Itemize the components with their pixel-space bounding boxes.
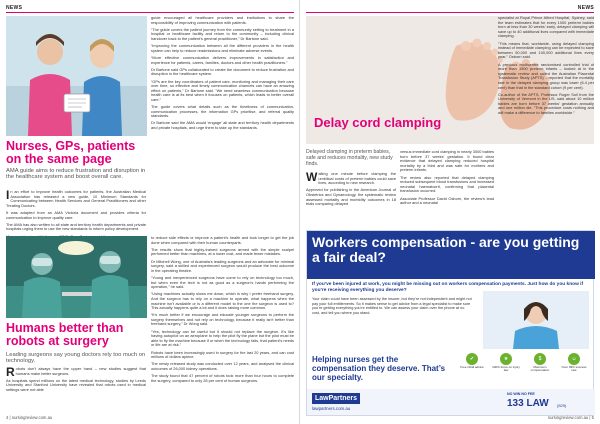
paragraph: “It’s much better if we encourage and educate younger surgeons to perform the surgery themselves and not rely on technology, because it really isn’t better than freehand surgery,” Dr Wong said. <box>151 312 294 327</box>
article-headline: Delay cord clamping <box>314 115 442 130</box>
tick-icon: ✔ <box>466 353 478 365</box>
dollar-icon: $ <box>534 353 546 365</box>
paragraph: The study found that 47 percent of robots took more than four hours to complete the surgery, compared to only 28 per cent of human surgeons. <box>151 373 294 383</box>
paragraph: “GPs are the key coordinators of patient care, monitoring and managing their care over time, so effective and timely communication channels can have an amazing effect on patients,” Dr Bartone said. “We need seamless communication because health care is at its best when it focuses on patients, which leads to better overall care.” <box>151 78 294 102</box>
ad-phone-digits: (529) <box>557 403 567 408</box>
badge-injury-law <box>491 353 521 372</box>
paragraph: The review also reported that delayed clamping reduced subsequent blood transfusions and increased neonatal haematocrit, confirming that placental transfusion occurred. <box>400 174 494 194</box>
paragraph: Associate Professor David Osborn, the review’s lead author and a neonatal <box>400 195 494 206</box>
article-column <box>400 150 494 224</box>
dropcap: I <box>6 188 10 202</box>
article-column <box>498 16 594 224</box>
ad-subtitle: If you’ve been injured at work, you might be missing out on workers compensation payments. Just how do you know if you’re receiving everything you deserve? <box>312 282 584 293</box>
ad-footer-band <box>307 389 595 415</box>
dropcap: W <box>306 170 318 184</box>
star-icon: ★ <box>500 353 512 365</box>
dropcap: R <box>6 365 15 379</box>
paragraph: obots don’t always have the upper hand – new studies suggest that humans make better surgeons. <box>15 366 146 376</box>
paragraph: The AMA has also written to all state and territory health departments and private hospitals urging them to use the new standards to inform policy development. <box>6 221 146 232</box>
smile-icon: ☺ <box>568 353 580 365</box>
article-column <box>151 16 294 230</box>
page-footer: nursingreview.com.au | 5 <box>547 415 594 420</box>
badge-label: Over 99% success rate <box>561 365 587 372</box>
paragraph: Dr Bartone said the AMA would ‘engage’ all state and territory health departments and private hospitals, and urge them to take up the standards. <box>151 120 294 131</box>
paragraph: The newly released study was conducted over 12 years, and analysed the clinical outcomes of 26,000 kidney operations. <box>151 361 294 371</box>
article-column <box>6 190 146 230</box>
article-subhead: Leading surgeons say young doctors rely too much on technology. <box>6 352 146 365</box>
ad-website-link[interactable]: lawpartners.com.au <box>312 406 351 411</box>
section-rule <box>6 12 294 13</box>
paragraph: to reduce side effects or improve a patient’s health and took longer to get the job done when compared with their human counterparts. <box>151 235 294 245</box>
lawpartners-advert[interactable] <box>306 230 594 416</box>
paragraph: “Young and inexperienced surgeons have come to rely on technology too much, but when even the tech is not as good as a surgeon’s hands performing the operation,” he said. <box>151 274 294 290</box>
ad-phone-number[interactable]: 133 LAW <box>507 398 549 409</box>
ad-badges <box>457 353 591 383</box>
paragraph: aiting one minute before clamping the umbilical cords of preterm babies could save lives, according to new research. <box>318 171 396 186</box>
badge-label: Free initial advice <box>460 365 484 369</box>
paragraph: As hospitals spend millions on the latest medical technology, studies by Leeds University and Stanford University have revealed that robots used in medical settings were not able <box>6 377 146 392</box>
paragraph: “The guide covers the patient journey from the community setting to treatment in a hospital or healthcare facility and return to the community – including clinical handover back to the patient’s general practitioner,” Dr Bartone said. <box>151 26 294 41</box>
ad-title: Workers compensation - are you getting a fair deal? <box>312 234 580 265</box>
ad-body-text: Your claim could have been assessed by the insurer, but they’re not independent and might not pay your full entitlements. So it makes sense to get advice from a legal specialist to make sure you’re getting everything you’re entitled to. We can assess your claim over the phone at no cost, and tell you where you stand. <box>312 297 472 315</box>
paragraph: “Using machines actually slows me down, which is why I prefer freehand surgery. And the surgeon has to rely on a machine to operate, what happens when the machine isn’t available or is a different model to the one the surgeon is used to? This actually happens quite a lot and it does raising more common. <box>151 291 294 311</box>
paragraph: guide encouraged all healthcare providers and institutions to share the responsibility of improving communication with patients. <box>151 15 294 25</box>
paragraph: Dr Bartone said GPs collaborated to create the document to reduce frustration and disruption in the healthcare system. <box>151 66 294 77</box>
surgery-photo <box>6 236 147 318</box>
lawpartners-logo: LawPartners <box>312 393 360 404</box>
paragraph: “Improving the communication between all the different providers in the health system can help to reduce readmissions and eliminate adverse events. <box>151 43 294 53</box>
ad-help-headline: Helping nurses get the compensation they deserve. That’s our specialty. <box>312 355 446 382</box>
badge-label: Maximum compensation <box>530 365 550 372</box>
paragraph: “More effective communication delivers improvements in satisfaction and experience for patients, carers, families, doctors and other health practitioners.” <box>151 54 294 65</box>
paragraph: The guide covers what details such as the timeliness of communication, communication processes, the information GPs prioritise, and referral quality standards. <box>151 104 294 119</box>
badge-label: 100% focus on injury law <box>492 365 520 372</box>
paragraph: versus immediate cord clamping in nearly 3000 babies born before 37 weeks’ gestation. It found clear evidence that delayed clamping reduced hospital mortality by a third and was safe for mothers and preterm infants. <box>400 149 494 173</box>
article-subhead: Delayed clamping in preterm babies, safe and reduces mortality, new study finds. <box>306 149 393 167</box>
paragraph: Approved for publishing in the American Journal of Obstetrics and Gynaecology, the systematic review assessed mortality and morbidity outcomes in 18 trials comparing delayed <box>306 187 396 207</box>
paragraph: A previous multicentre randomised controlled trial of more than 1500 preterm infants – looked at in the systematic review and called the Australian Placental Transfusion Study (APTS) – reported that the mortality rate in the delayed clamping group was lower (6.4 per cent) than that in the standard cohort (9 per cent). <box>498 61 594 90</box>
badge-compensation <box>525 353 555 372</box>
paragraph: n an effort to improve health outcomes for patients, the Australian Medical Association has released a new guide, 10 Minimum Standards for Communicating between Health Services and General Practitioners and other Treating Doctors. <box>6 189 146 208</box>
article-column <box>151 236 294 413</box>
article-headline: Humans better than robots at surgery <box>6 321 124 348</box>
paragraph: The results show that highly-trained surgeons armed with the simple scalpel performed better than machines, at a lower cost, and made fewer mistakes. <box>151 246 294 257</box>
badge-success-rate <box>559 353 589 372</box>
section-label: NEWS <box>6 5 23 11</box>
badge-free-advice <box>457 353 487 369</box>
nurse-portrait <box>483 291 589 349</box>
article-column <box>6 367 146 413</box>
page-footer: 4 | nursingreview.com.au <box>6 415 53 420</box>
paragraph: “Yes, technology can be useful but it should not replace the surgeon. It’s like having autopilot on an aeroplane to help the pilot fly the plane but the pilot must be able to fly the machine because if or when the technology fails, that patient’s needs or life are at risk.” <box>151 328 294 348</box>
article-subhead: AMA guide aims to reduce frustration and disruption in the healthcare system and boost overall care. <box>6 168 146 181</box>
paragraph: It was adapted from an AMA Victoria document and provides criteria for communication to improve quality care. <box>6 209 146 220</box>
paragraph: Robots have been increasingly used in surgery for the last 20 years, and can cost millions of dollars apiece. <box>151 349 294 360</box>
section-label: NEWS <box>577 5 594 11</box>
right-page <box>300 0 600 424</box>
paragraph: “This means that, worldwide, using delayed clamping instead of immediate clamping can be expected to save between 50,000 and 100,000 additional lives every year,” Osborn said. <box>498 40 594 60</box>
article-headline: Nurses, GPs, patients on the same page <box>6 139 136 166</box>
paragraph: Co-author of the APTS, Professor Roger Soll from the University of Vermont in the US, said about 10 million babies are born before 37 weeks’ gestation annually and one million die. “This procedure costs nothing and will make a difference to families worldwide.” <box>498 91 594 116</box>
paragraph: Dr Mitchell Wong, one of Australia’s leading surgeons and an advocate for minimal surgery, said a skilled and experienced surgeon would produce the best outcome in the operating theatre. <box>151 258 294 273</box>
article-column <box>306 172 396 224</box>
paragraph: specialist at Royal Prince Alfred Hospital, Sydney, said the team estimates that for every 1000 preterm babies born at less than 30 weeks’ early, delayed clamping will save up to 40 additional lives compared with immediate clamping. <box>498 15 594 39</box>
no-win-no-fee: NO WIN NO FEE <box>507 392 535 396</box>
section-rule <box>306 12 594 13</box>
nurses-photo <box>6 16 147 136</box>
